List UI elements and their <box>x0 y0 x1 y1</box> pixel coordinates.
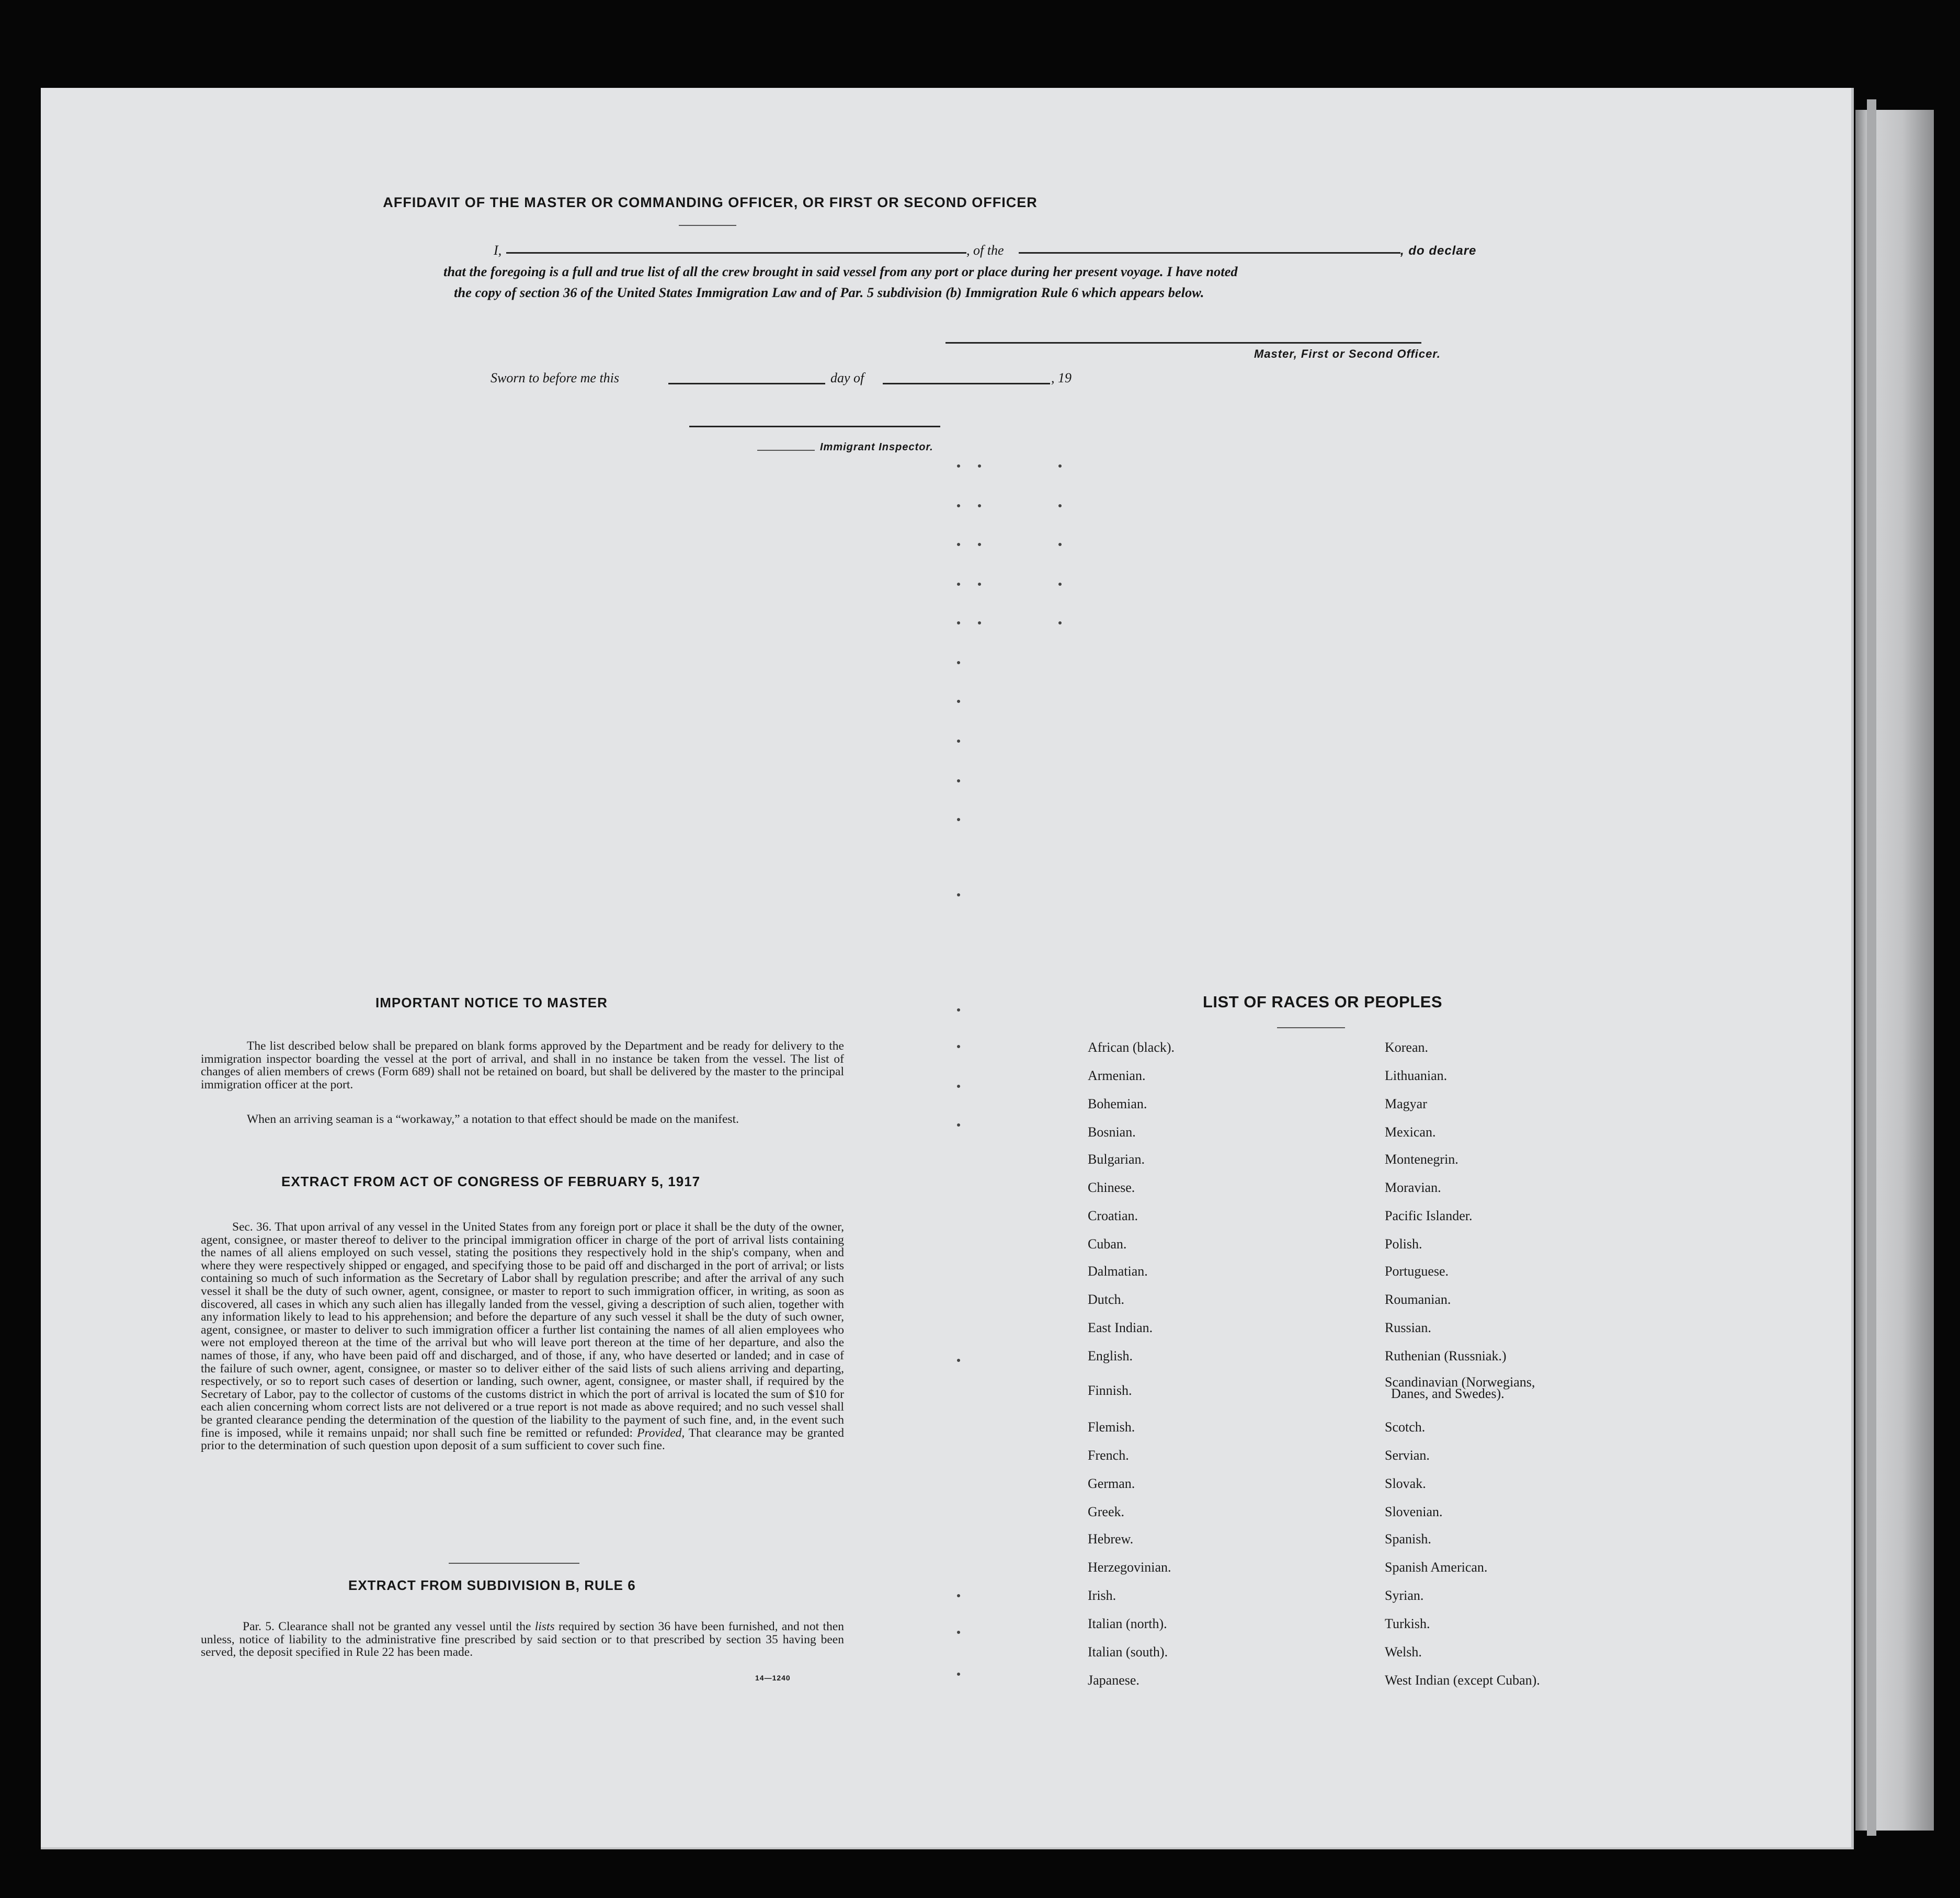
do-declare-label: , do declare <box>1400 244 1477 258</box>
faint-mark <box>1058 543 1062 546</box>
race-item-left: Bosnian. <box>1088 1124 1136 1140</box>
race-item-right: Mexican. <box>1385 1124 1436 1140</box>
document-page <box>41 88 1854 1849</box>
faint-mark <box>957 1594 960 1597</box>
race-item-right: Slovak. <box>1385 1476 1426 1491</box>
race-item-left: Italian (north). <box>1088 1616 1167 1631</box>
faint-mark <box>957 818 960 821</box>
race-item-right: Montenegrin. <box>1385 1152 1458 1167</box>
race-item-right: Turkish. <box>1385 1616 1430 1631</box>
race-item-left: German. <box>1088 1476 1135 1491</box>
act-end-rule <box>449 1563 579 1564</box>
race-item-right: Portuguese. <box>1385 1264 1449 1279</box>
race-item-left: French. <box>1088 1448 1129 1463</box>
provided-word: Provided, <box>637 1426 685 1440</box>
faint-mark <box>957 583 960 586</box>
rule-extract-title: EXTRACT FROM SUBDIVISION B, RULE 6 <box>348 1577 636 1593</box>
act-extract-title: EXTRACT FROM ACT OF CONGRESS OF FEBRUARY 5, 1917 <box>281 1174 701 1189</box>
of-the-label: , of the <box>966 243 1004 258</box>
month-blank <box>883 383 1050 384</box>
inspector-caption: Immigrant Inspector. <box>820 441 933 453</box>
race-item-right: Slovenian. <box>1385 1504 1443 1519</box>
faint-mark <box>978 583 981 586</box>
faint-mark <box>957 464 960 468</box>
notice-title: IMPORTANT NOTICE TO MASTER <box>375 995 608 1010</box>
race-item-left: Flemish. <box>1088 1419 1135 1435</box>
inspector-short-rule <box>757 450 815 451</box>
name-blank <box>506 252 966 254</box>
race-item-right: Russian. <box>1385 1320 1431 1335</box>
race-item-right: Spanish. <box>1385 1531 1431 1547</box>
rule-extract-body <box>201 1620 844 1659</box>
title-rule <box>679 225 736 226</box>
faint-mark <box>957 1008 960 1011</box>
faint-mark <box>957 1045 960 1048</box>
sworn-prefix: Sworn to before me this <box>491 370 620 385</box>
rule-text-a: Par. 5. Clearance shall not be granted any vessel until the <box>243 1620 531 1633</box>
faint-mark <box>957 661 960 664</box>
vessel-blank <box>1019 252 1400 254</box>
race-item-left: Cuban. <box>1088 1236 1127 1252</box>
race-item-left: Hebrew. <box>1088 1531 1134 1547</box>
sworn-year-label: , 19 <box>1051 370 1072 385</box>
race-item-right: Magyar <box>1385 1096 1427 1111</box>
inspector-line <box>689 426 940 427</box>
race-item-scandinavian-continued: Danes, and Swedes). <box>1391 1386 1505 1401</box>
race-item-right: Welsh. <box>1385 1644 1422 1660</box>
race-item-right: Moravian. <box>1385 1180 1441 1195</box>
faint-mark <box>1058 504 1062 507</box>
race-item-left: Armenian. <box>1088 1068 1146 1083</box>
race-item-right: Lithuanian. <box>1385 1068 1448 1083</box>
form-number: 14—1240 <box>755 1674 791 1682</box>
race-item-left: English. <box>1088 1348 1133 1363</box>
race-item-right: Pacific Islander. <box>1385 1208 1473 1223</box>
race-item-left: Bohemian. <box>1088 1096 1147 1111</box>
affidavit-i-label: I, <box>494 243 502 258</box>
faint-mark <box>957 1123 960 1127</box>
faint-mark <box>957 740 960 743</box>
day-blank <box>668 383 825 384</box>
race-item-right: Scotch. <box>1385 1419 1426 1435</box>
faint-mark <box>957 621 960 624</box>
race-item-left: Greek. <box>1088 1504 1125 1519</box>
section-label: Sec. <box>232 1220 253 1234</box>
race-item-left: Dutch. <box>1088 1292 1125 1307</box>
act-extract-body <box>201 1221 844 1452</box>
faint-mark <box>1058 464 1062 468</box>
race-item-right: Polish. <box>1385 1236 1422 1252</box>
signature-caption: Master, First or Second Officer. <box>1254 347 1441 360</box>
sworn-day-label: day of <box>830 370 864 385</box>
faint-mark <box>957 543 960 546</box>
race-item-left: Herzegovinian. <box>1088 1560 1171 1575</box>
races-title-rule <box>1277 1027 1345 1028</box>
race-item-right: Scandinavian (Norwegians, <box>1385 1374 1535 1390</box>
race-item-left: African (black). <box>1088 1040 1175 1055</box>
lists-word: lists <box>534 1620 555 1633</box>
race-item-right: Ruthenian (Russniak.) <box>1385 1348 1507 1363</box>
faint-mark <box>957 893 960 896</box>
faint-mark <box>957 1631 960 1634</box>
notice-paragraph-2: When an arriving seaman is a “workaway,” a notation to that effect should be made on the manifest. <box>247 1112 739 1126</box>
signature-line <box>945 342 1421 344</box>
affidavit-line-2: the copy of section 36 of the United States Immigration Law and of Par. 5 subdivision (b) Immigration Rule 6 which appears below. <box>454 285 1204 300</box>
races-title: LIST OF RACES OR PEOPLES <box>1203 993 1443 1011</box>
faint-mark <box>978 621 981 624</box>
race-item-left: Finnish. <box>1088 1383 1132 1398</box>
faint-mark <box>978 543 981 546</box>
race-item-right: Korean. <box>1385 1040 1429 1055</box>
faint-mark <box>957 1673 960 1676</box>
faint-mark <box>1058 583 1062 586</box>
affidavit-line-1: that the foregoing is a full and true list of all the crew brought in said vessel from any port or place during her present voyage. I have noted <box>443 264 1238 279</box>
race-item-left: Bulgarian. <box>1088 1152 1145 1167</box>
faint-mark <box>978 464 981 468</box>
race-item-left: Dalmatian. <box>1088 1264 1148 1279</box>
race-item-left: Japanese. <box>1088 1673 1139 1688</box>
rule-text-b: required by section 36 have been furnished, and not then unless, notice of liability to the administrative fine prescribed by said section or to that prescribed by section 35 having been served, the deposit specified in Rule 22 has been made. <box>201 1620 844 1660</box>
race-item-left: East Indian. <box>1088 1320 1153 1335</box>
affidavit-title: AFFIDAVIT OF THE MASTER OR COMMANDING OFFICER, OR FIRST OR SECOND OFFICER <box>383 195 1038 210</box>
page-edge-shadow <box>1867 99 1876 1836</box>
faint-mark <box>957 1085 960 1088</box>
faint-mark <box>978 504 981 507</box>
race-item-right: Roumanian. <box>1385 1292 1451 1307</box>
faint-mark <box>957 504 960 507</box>
race-item-left: Croatian. <box>1088 1208 1138 1223</box>
race-item-left: Chinese. <box>1088 1180 1135 1195</box>
race-item-left: Italian (south). <box>1088 1644 1168 1660</box>
race-item-right: Servian. <box>1385 1448 1430 1463</box>
section-36-text: 36. That upon arrival of any vessel in the United States from any foreign port or place it shall be the duty of the owner, agent, consignee, or master thereof to deliver to the principal immigration officer in charge of the port of arrival lists containing the names of all aliens employed on such vessel, stating the positions they respectively hold in the ship's company, when and where they were respectively shipped or engaged, and specifying those to be paid off and discharged in the port of arrival; or lists containing so much of such information as the Secretary of Labor shall by regulation prescribe; and after the arrival of any such vessel it shall be the duty of such owner, agent, consignee, or master to report to such immigration officer, in writing, as soon as discovered, all cases in which any such alien has illegally landed from the vessel, giving a description of such alien, together with any information likely to lead to his apprehension; and before the departure of any such vessel it shall be the duty of such owner, agent, consignee, or master to deliver to such immigration officer a further list containing the names of all alien employees who were not employed thereon at the time of the arrival but who will leave port thereon at the time of her departure, and also the names of those, if any, who have been paid off and discharged, and of those, if any, who have deserted or landed; and in case of the failure of such owner, agent, consignee, or master so to deliver either of the said lists of such aliens arriving and departing, respectively, or so to report such cases of desertion or landing, such owner, agent, consignee, or master shall, if required by the Secretary of Labor, pay to the collector of customs of the customs district in which the port of arrival is located the sum of $10 for each alien concerning whom correct lists are not delivered or a true report is not made as above required; and no such vessel shall be granted clearance pending the determination of the question of the liability to the payment of such fine, and, in the event such fine is imposed, while it remains unpaid; nor shall such fine be remitted or refunded: <box>201 1220 844 1440</box>
faint-mark <box>1058 621 1062 624</box>
race-item-right: Spanish American. <box>1385 1560 1488 1575</box>
section-36-tail: That clearance may be granted prior to the determination of such question upon deposit of a sum sufficient to cover such fine. <box>201 1426 845 1453</box>
faint-mark <box>957 1359 960 1362</box>
race-item-right: Syrian. <box>1385 1588 1424 1603</box>
faint-mark <box>957 779 960 782</box>
faint-mark <box>957 700 960 703</box>
notice-paragraph-1: The list described below shall be prepared on blank forms approved by the Department and be ready for delivery to the immigration inspector boarding the vessel at the port of arrival, and shall in no instance be taken from the vessel. The list of changes of alien members of crews (Form 689) shall not be retained on board, but shall be delivered by the master to the principal immigration officer at the port. <box>201 1039 844 1092</box>
race-item-left: Irish. <box>1088 1588 1116 1603</box>
race-item-right: West Indian (except Cuban). <box>1385 1673 1540 1688</box>
